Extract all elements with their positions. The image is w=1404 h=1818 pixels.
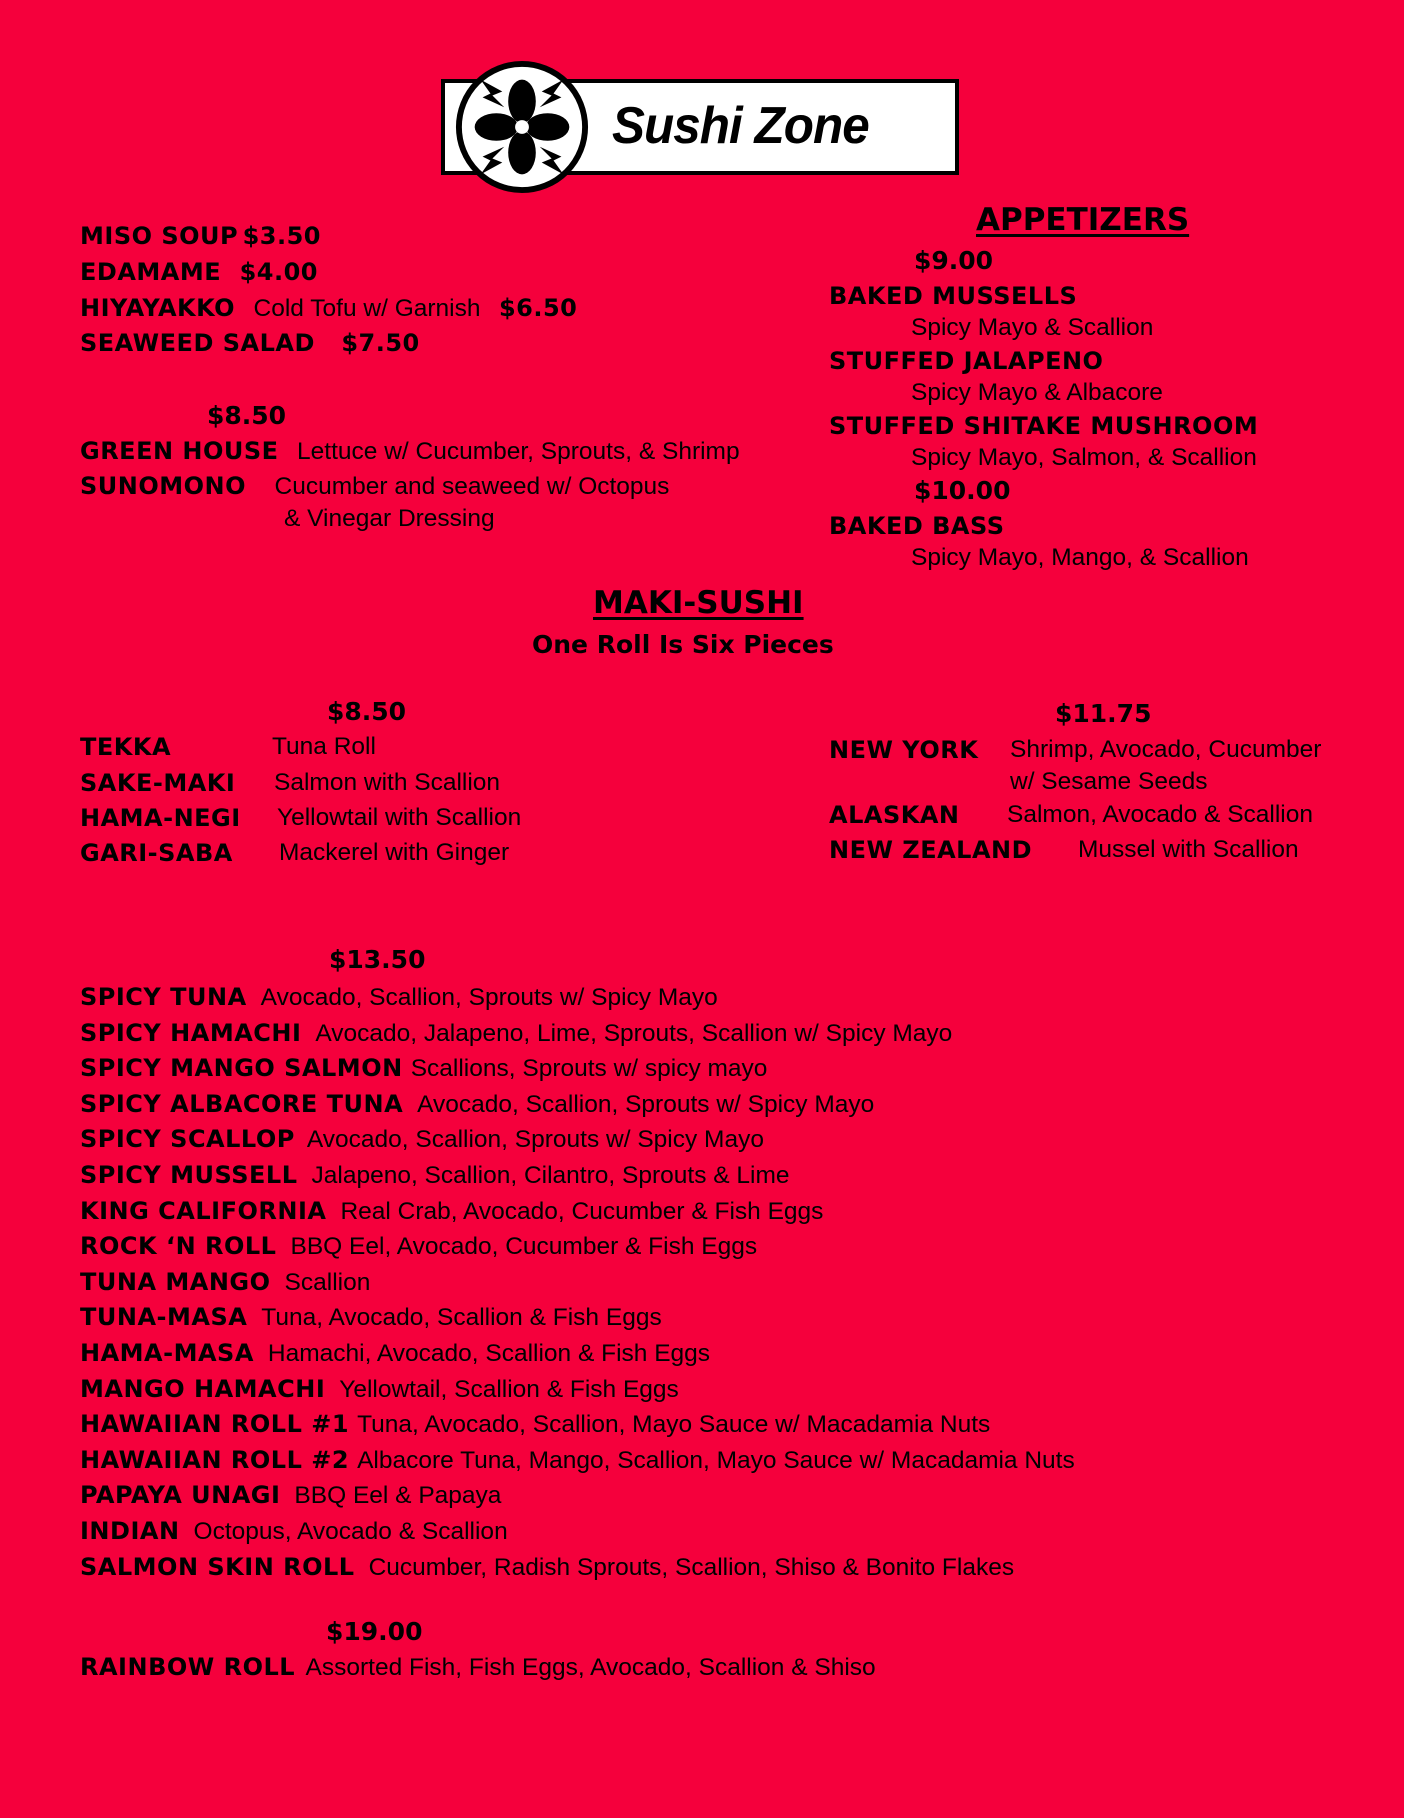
- menu-item: [80, 222, 321, 250]
- item-name: INDIAN: [80, 1517, 180, 1545]
- menu-item: [80, 983, 718, 1012]
- menu-item: [80, 258, 318, 286]
- item-desc: Salmon with Scallion: [274, 769, 501, 796]
- item-name: SALMON SKIN ROLL: [80, 1552, 355, 1581]
- section-price: $13.50: [329, 945, 426, 974]
- item-name: HAWAIIAN ROLL #2: [80, 1445, 350, 1474]
- menu-item: [80, 1232, 757, 1261]
- item-name: SUNOMONO: [80, 472, 247, 500]
- section-price: $19.00: [326, 1617, 423, 1646]
- item-name: ALASKAN: [829, 801, 960, 829]
- section-price: $8.50: [327, 697, 407, 726]
- item-name: HIYAYAKKO: [80, 294, 236, 322]
- item-name: TUNA-MASA: [80, 1303, 248, 1332]
- menu-item: [80, 1446, 1075, 1475]
- item-name: GARI-SABA: [80, 839, 233, 867]
- menu-item: [80, 1090, 874, 1119]
- menu-item: [80, 329, 420, 357]
- item-desc: Yellowtail, Scallion & Fish Eggs: [339, 1375, 679, 1403]
- item-desc: Cucumber, Radish Sprouts, Scallion, Shiso & Bonito Flakes: [368, 1553, 1015, 1581]
- item-name: PAPAYA UNAGI: [80, 1481, 281, 1510]
- item-name: MANGO HAMACHI: [80, 1374, 326, 1403]
- item-desc-continued: & Vinegar Dressing: [284, 505, 495, 532]
- item-name: EDAMAME: [80, 258, 222, 286]
- item-desc: Salmon, Avocado & Scallion: [1007, 801, 1313, 828]
- menu-item: [80, 1410, 990, 1439]
- item-name: NEW YORK: [829, 736, 979, 764]
- item-name: SPICY ALBACORE TUNA: [80, 1089, 404, 1118]
- menu-item: [80, 1197, 823, 1226]
- item-desc: Albacore Tuna, Mango, Scallion, Mayo Sauce w/ Macadamia Nuts: [357, 1446, 1075, 1474]
- item-desc: Mussel with Scallion: [1078, 836, 1299, 863]
- item-desc: Avocado, Scallion, Sprouts w/ Spicy Mayo: [417, 1090, 875, 1118]
- item-desc: Spicy Mayo, Mango, & Scallion: [911, 544, 1249, 571]
- item-name: ROCK ‘N ROLL: [80, 1232, 277, 1261]
- item-desc: Tuna, Avocado, Scallion, Mayo Sauce w/ Macadamia Nuts: [357, 1411, 991, 1439]
- item-desc: BBQ Eel, Avocado, Cucumber & Fish Eggs: [290, 1233, 758, 1261]
- item-name: HAWAIIAN ROLL #1: [80, 1410, 350, 1439]
- item-desc: Shrimp, Avocado, Cucumber: [1010, 736, 1322, 763]
- item-price: $3.50: [242, 222, 321, 250]
- item-name: NEW ZEALAND: [829, 836, 1033, 864]
- item-desc: Real Crab, Avocado, Cucumber & Fish Eggs: [340, 1197, 824, 1225]
- item-desc: Tuna, Avocado, Scallion & Fish Eggs: [261, 1304, 662, 1332]
- menu-item: [80, 1054, 767, 1083]
- item-desc: Avocado, Scallion, Sprouts w/ Spicy Mayo: [306, 1126, 764, 1154]
- menu-item: [80, 1125, 764, 1154]
- item-name: GREEN HOUSE: [80, 437, 279, 465]
- menu-item: [80, 1553, 1014, 1582]
- section-price: $9.00: [914, 246, 994, 275]
- item-name: TUNA MANGO: [80, 1267, 271, 1296]
- item-name: SAKE-MAKI: [80, 769, 236, 797]
- menu-item: [80, 437, 740, 466]
- item-desc: Scallion: [284, 1268, 371, 1296]
- item-name: SPICY MUSSELL: [80, 1161, 298, 1189]
- item-name: SPICY SCALLOP: [80, 1125, 295, 1154]
- item-name: SPICY HAMACHI: [80, 1018, 302, 1047]
- item-desc: Tuna Roll: [272, 733, 376, 760]
- item-name: HAMA-NEGI: [80, 804, 241, 832]
- item-desc: Lettuce w/ Cucumber, Sprouts, & Shrimp: [297, 438, 740, 465]
- item-desc: Avocado, Jalapeno, Lime, Sprouts, Scallion w/ Spicy Mayo: [315, 1019, 953, 1047]
- item-name: SEAWEED SALAD: [80, 329, 315, 357]
- item-desc: Assorted Fish, Fish Eggs, Avocado, Scallion & Shiso: [305, 1654, 876, 1681]
- item-name: SPICY MANGO SALMON: [80, 1054, 403, 1083]
- menu-item: [80, 294, 577, 323]
- item-name: BAKED BASS: [829, 512, 1005, 540]
- item-name: TEKKA: [80, 733, 172, 761]
- item-name: STUFFED JALAPENO: [829, 347, 1104, 375]
- item-desc: Hamachi, Avocado, Scallion & Fish Eggs: [267, 1340, 711, 1367]
- menu-item: [80, 472, 669, 501]
- menu-item: [80, 1375, 679, 1404]
- item-desc: Spicy Mayo & Scallion: [911, 314, 1154, 341]
- maki-subtitle: One Roll Is Six Pieces: [532, 630, 834, 659]
- item-name: STUFFED SHITAKE MUSHROOM: [829, 412, 1259, 440]
- menu-item: [80, 1268, 370, 1297]
- item-desc: Cucumber and seaweed w/ Octopus: [274, 473, 670, 500]
- item-desc: Octopus, Avocado & Scallion: [193, 1518, 508, 1545]
- item-name: HAMA-MASA: [80, 1339, 254, 1367]
- item-desc: Cold Tofu w/ Garnish: [253, 295, 481, 322]
- item-name: MISO SOUP: [80, 222, 239, 250]
- item-desc: Jalapeno, Scallion, Cilantro, Sprouts & Lime: [311, 1162, 790, 1189]
- item-desc: BBQ Eel & Papaya: [294, 1482, 502, 1510]
- item-price: $7.50: [341, 329, 420, 357]
- item-desc: Avocado, Scallion, Sprouts w/ Spicy Mayo: [260, 984, 718, 1011]
- item-desc: Spicy Mayo & Albacore: [911, 379, 1163, 406]
- section-price: $8.50: [207, 401, 287, 430]
- section-price: $11.75: [1055, 699, 1152, 728]
- appetizers-heading: APPETIZERS: [976, 202, 1190, 238]
- item-desc: Spicy Mayo, Salmon, & Scallion: [911, 444, 1257, 471]
- flower-lightning-emblem-icon: [453, 58, 591, 196]
- item-desc-continued: w/ Sesame Seeds: [1010, 768, 1208, 795]
- item-name: BAKED MUSSELLS: [829, 282, 1078, 310]
- menu-item: [80, 1339, 710, 1368]
- menu-item: [80, 1303, 662, 1332]
- logo-title: Sushi Zone: [612, 97, 869, 155]
- item-desc: Scallions, Sprouts w/ spicy mayo: [410, 1055, 768, 1083]
- item-name: KING CALIFORNIA: [80, 1196, 327, 1225]
- item-name: RAINBOW ROLL: [80, 1653, 296, 1681]
- section-price: $10.00: [914, 476, 1011, 505]
- menu-item: [80, 1019, 952, 1048]
- item-price: $6.50: [498, 294, 578, 322]
- item-desc: Yellowtail with Scallion: [277, 804, 522, 831]
- menu-item: [80, 1481, 501, 1510]
- menu-item: [80, 1161, 790, 1190]
- maki-heading: MAKI-SUSHI: [593, 585, 804, 621]
- menu-item: [80, 1653, 876, 1682]
- item-name: SPICY TUNA: [80, 983, 247, 1011]
- item-desc: Mackerel with Ginger: [279, 839, 510, 866]
- menu-item: [80, 1517, 508, 1546]
- item-price: $4.00: [239, 258, 318, 286]
